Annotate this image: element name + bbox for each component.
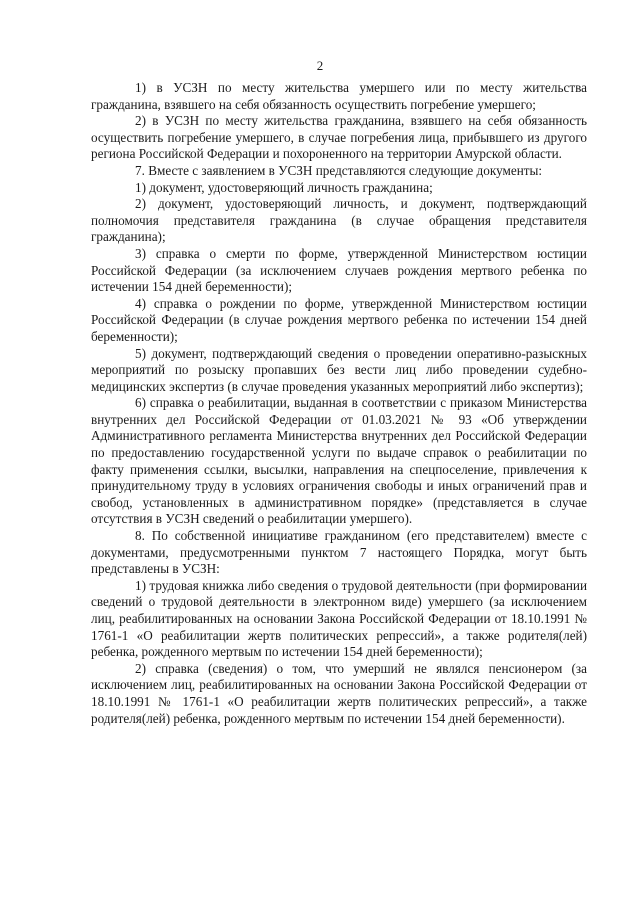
paragraph-1: 1) в УСЗН по месту жительства умершего или по месту жительства гражданина, взявшего на себя обязанность осуществить погребение умершего; <box>91 80 587 112</box>
paragraph-9: 6) справка о реабилитации, выданная в соответствии с приказом Министерства внутренних дел Российской Федерации от 01.03.2021 № 93 «Об утверждении Административного регламента Министерства внутренних дел Российской Федерации по предоставлению государственной услуги по выдаче справок о реабилитации по факту применения ссылки, высылки, направления на спецпоселение, привлечения к принудительному труду в условиях ограничения свободы и иных ограничений прав и свобод, установленных в административном порядке» (представляется в случае отсутствия в УСЗН сведений о реабилитации умершего). <box>91 395 587 527</box>
paragraph-2: 2) в УСЗН по месту жительства гражданина, взявшего на себя обязанность осуществить погребение умершего, в случае погребения лица, прибывшего из другого региона Российской Федерации и похороненного на территории Амурской области. <box>91 113 587 162</box>
paragraph-6: 3) справка о смерти по форме, утвержденной Министерством юстиции Российской Федерации (за исключением случаев рождения мертвого ребенка по истечении 154 дней беременности); <box>91 245 587 295</box>
document-body <box>91 80 587 727</box>
paragraph-4: 1) документ, удостоверяющий личность гражданина; <box>135 179 433 195</box>
paragraph-12: 2) справка (сведения) о том, что умерший не являлся пенсионером (за исключением лиц, реабилитированных на основании Закона Российской Федерации от 18.10.1991 № 1761-1 «О реабилитации жертв политических репрессий», а также родителя(лей) ребенка, рожденного мертвым по истечении 154 дней беременности). <box>91 660 587 726</box>
paragraph-7: 4) справка о рождении по форме, утвержденной Министерством юстиции Российской Федерации (в случае рождения мертвого ребенка по истечении 154 дней беременности); <box>91 295 587 344</box>
paragraph-3: 7. Вместе с заявлением в УСЗН представляются следующие документы: <box>135 162 543 178</box>
page-number: 2 <box>316 58 324 73</box>
paragraph-10: 8. По собственной инициативе гражданином (его представителем) вместе с документами, предусмотренными пунктом 7 настоящего Порядка, могут быть представлены в УСЗН: <box>91 528 587 577</box>
paragraph-5: 2) документ, удостоверяющий личность, и документ, подтверждающий полномочия представителя гражданина (в случае обращения представителя гражданина); <box>91 196 587 245</box>
paragraph-11: 1) трудовая книжка либо сведения о трудовой деятельности (при формировании сведений о трудовой деятельности в электронном виде) умершего (за исключением лиц, реабилитированных на основании Закона Российской Федерации от 18.10.1991 № 1761-1 «О реабилитации жертв политических репрессий», а также родителя(лей) ребенка, рожденного мертвым по истечении 154 дней беременности); <box>91 577 587 660</box>
paragraph-8: 5) документ, подтверждающий сведения о проведении оперативно-разыскных мероприятий по розыску пропавших без вести лиц либо проведении судебно-медицинских экспертиз (в случае проведения указанных мероприятий либо экспертиз); <box>91 345 587 394</box>
